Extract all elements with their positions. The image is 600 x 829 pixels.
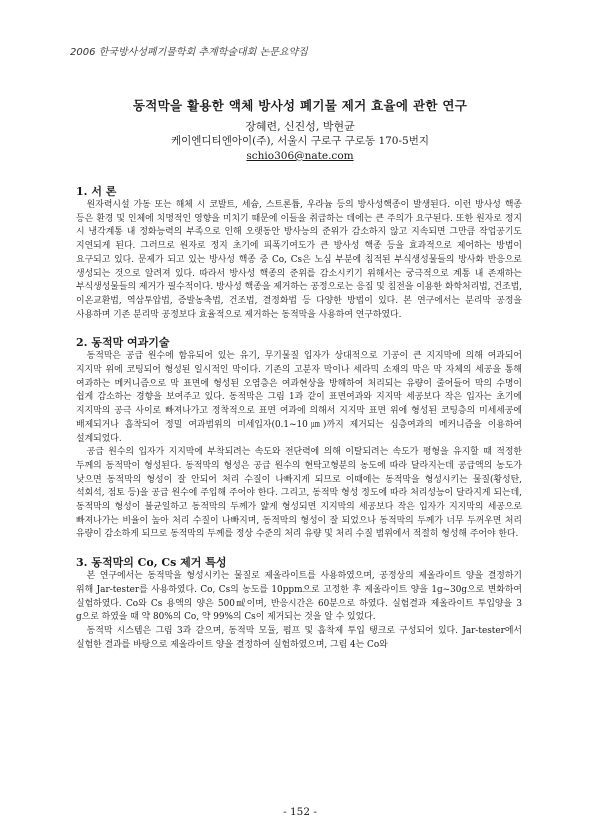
paper-affiliation: 케이엔디티엔아이(주), 서울시 구로구 구로동 170-5번지 [170, 135, 429, 147]
section-co-cs-removal [76, 554, 522, 652]
paper-authors: 장혜련, 신진성, 박현균 [245, 120, 355, 133]
section-introduction [76, 183, 522, 322]
section-heading: 1. 서 론 [76, 185, 117, 198]
section-heading: 2. 동적막 여과기술 [76, 336, 170, 350]
running-header: 2006 한국방사성폐기물학회 추계학술대회 논문요약집 [70, 47, 308, 58]
author-email-link[interactable]: schio306@nate.com [246, 150, 354, 162]
paragraph: 본 연구에서는 동적막을 형성시키는 물질로 제올라이트를 사용하였으며, 공정상의 제올라이트 양을 결정하기 위해 Jar-tester를 사용하였다. Co, Cs의 농도를 10ppm으로 고정한 후 제올라이트 양을 1g~30g으로 변화하여 실험하였다. Co와 Cs 용액의 양은 500㎖이며, 반응시간은 60분으로 하였다. 실험결과 제올라이트 투입양을 3 g으로 하였을 때 약 80%의 Co, 약 99%의 Cs이 제거되는 것을 알 수 있었다. [76, 571, 522, 623]
paragraph: 동적막은 공급 원수에 함유되어 있는 유기, 무기물질 입자가 상대적으로 기공이 큰 지지막에 의해 여과되어 지지막 위에 코팅되어 형성된 일시적인 막이다. 기존의 고분자 막이나 세라믹 소재의 막은 막 자체의 세공을 통해 여과하는 메커니즘으로 막 표면에 형성된 오염층은 여과현상을 방해하여 처리되는 유량이 줄어들어 막의 수명이 쉽게 감소하는 경향을 보여주고 있다. 동적막은 그림 1과 같이 표면여과와 지지막 세공보다 작은 입자는 초기에 지지막의 공극 사이로 빠져나가고 정착적으로 표면 여과에 의해서 지지막 표면 위에 형성된 코팅층의 미세세공에 배제되거나 흡착되어 정밀 여과범위의 미세입자(0.1~10㎛)까지 제거되는 심층여과의 메커니즘을 이용하여 설계되었다. [76, 351, 522, 444]
paper-body [76, 183, 522, 664]
paragraph: 공급 원수의 입자가 지지막에 부착되려는 속도와 전단력에 의해 이탈되려는 속도가 평형을 유지할 때 적정한 두께의 동적막이 형성된다. 동적막의 형성은 공급 원수의 현탁고형분의 농도에 따라 달라지는데 공급액의 농도가 낮으면 동적막의 형성이 잘 안되어 처리 수질이 나빠지게 되므로 이때에는 동적막을 형성시키는 물질(황성탄, 석회석, 점토 등)을 공급 원수에 주입해 주어야 한다. 그리고, 동적막 형성 정도에 따라 처리성능이 달라지게 되는데, 동적막의 형성이 불균일하고 동적막의 두께가 얇게 형성되면 지지막의 세공보다 작은 입자가 지지막의 세공으로 빠져나가는 비율이 높아 처리 수질이 나빠지며, 동적막의 형성이 잘 되었으나 동적막의 두께가 너무 두꺼우면 처리 유량이 감소하게 되므로 동적막의 두께를 정상 수준의 처리 유량 및 처리 수질 범위에서 적절히 형성해 주어야 한다. [76, 447, 522, 540]
section-dynamic-membrane [76, 334, 522, 542]
paragraph: 동적막 시스템은 그림 3과 같으며, 동적막 모듈, 펌프 및 흡착제 투입 탱크로 구성되어 있다. Jar-tester에서 실험한 결과를 바탕으로 제올라이트 양을 결정하여 실험하였으며, 그림 4는 Co와 [76, 625, 522, 650]
paragraph: 원자력시설 가동 또는 해체 시 코발트, 세슘, 스트론튬, 우라늄 등의 방사성핵종이 발생된다. 이런 방사성 핵종 등은 환경 및 인체에 치명적인 영향을 미치기 때문에 이들을 취급하는 데에는 큰 주의가 요구된다. 또한 원자로 정지 시 냉각계통 내 정화능력의 부족으로 인해 오랫동안 방사능의 준위가 감소하지 않고 지속되면 그만큼 작업공기도 지연되게 된다. 그러므로 원자로 정지 초기에 피폭기여도가 큰 방사성 핵종 등을 효과적으로 제어하는 방법이 요구되고 있다. 문제가 되고 있는 방사성 핵종 중 Co, Cs은 노심 부분에 침적된 부식생성물들의 방사화 반응으로 생성되는 것으로 알려져 있다. 따라서 방사성 핵종의 준위를 감소시키기 위해서는 궁극적으로 계통 내 존재하는 부식생성물들의 제거가 필수적이다. 방사성 핵종을 제거하는 공정으로는 응집 및 침전을 이용한 화학처리법, 건조법, 이온교환법, 역삼투압법, 증발농축법, 건조법, 결정화법 등 다양한 방법이 있다. 본 연구에서는 분리막 공정을 사용하며 기존 분리막 공정보다 효율적으로 제거하는 동적막을 사용하여 연구하였다. [76, 200, 522, 320]
paper-title: 동적막을 활용한 액체 방사성 폐기물 제거 효율에 관한 연구 [132, 98, 468, 113]
page-number: - 152 - [283, 806, 317, 818]
section-heading: 3. 동적막의 Co, Cs 제거 특성 [76, 556, 227, 570]
